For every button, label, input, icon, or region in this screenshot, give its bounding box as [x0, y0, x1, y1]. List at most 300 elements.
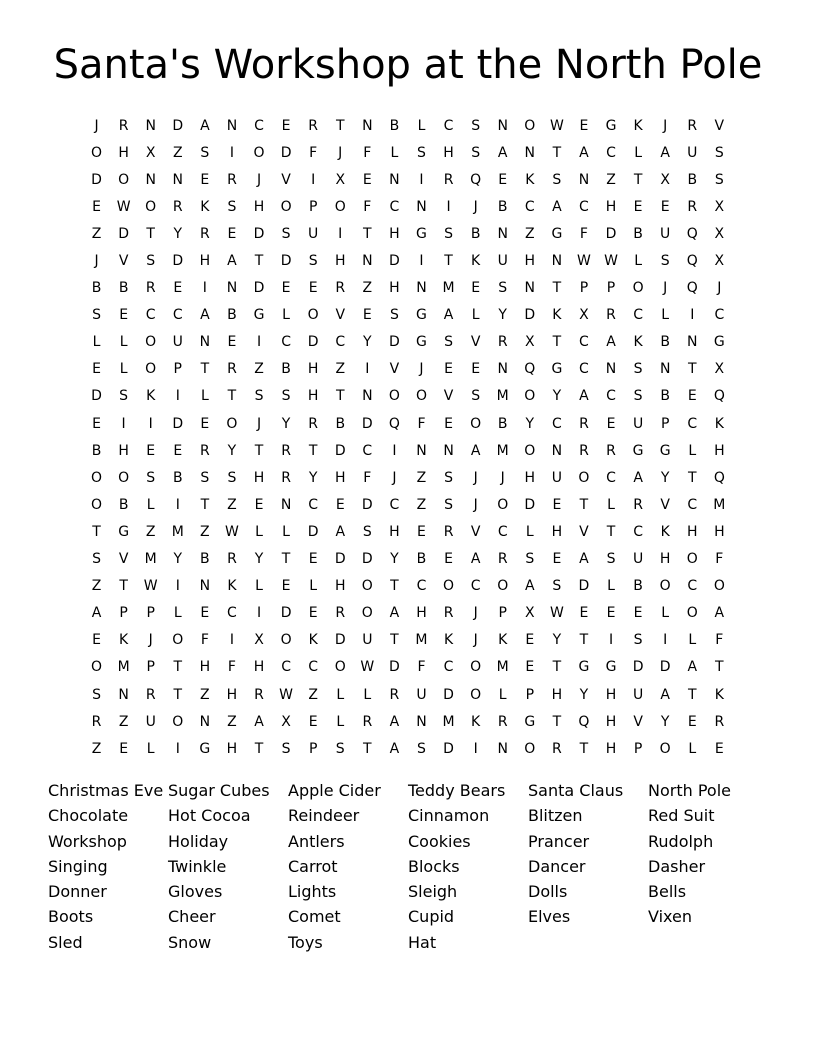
grid-cell: O	[118, 171, 130, 188]
grid-cell: H	[226, 686, 238, 703]
grid-cell: F	[363, 469, 372, 486]
grid-cell: C	[172, 307, 183, 324]
word-list-item: Holiday	[168, 831, 229, 851]
grid-cell: P	[119, 605, 128, 622]
grid-cell: D	[118, 225, 129, 242]
grid-cell: L	[471, 307, 480, 324]
grid-cell: G	[551, 225, 563, 242]
grid-cell: O	[659, 740, 671, 757]
grid-cell: C	[308, 496, 319, 513]
grid-cell: S	[417, 740, 426, 757]
grid-cell: H	[389, 523, 400, 540]
grid-cell: Y	[308, 469, 318, 486]
grid-cell: O	[91, 659, 103, 676]
grid-cell: L	[309, 578, 318, 595]
grid-cell: L	[282, 307, 290, 324]
grid-cell: D	[307, 334, 319, 351]
grid-cell: E	[227, 225, 237, 242]
grid-cell: W	[577, 253, 591, 270]
grid-cell: V	[443, 388, 454, 405]
grid-cell: V	[579, 523, 589, 540]
grid-cell: E	[308, 280, 318, 297]
word-list-item: Sleigh	[408, 882, 458, 902]
grid-cell: G	[605, 659, 617, 676]
grid-cell: V	[281, 171, 291, 188]
page-title: Santa's Workshop at the North Pole	[53, 42, 763, 88]
grid-cell: L	[688, 632, 697, 649]
grid-cell: K	[119, 632, 129, 649]
grid-cell: A	[606, 334, 616, 351]
grid-cell: E	[92, 198, 101, 215]
grid-cell: L	[146, 496, 155, 513]
word-list-item: Chocolate	[48, 806, 129, 826]
grid-row	[83, 302, 733, 329]
grid-cell: S	[362, 523, 372, 540]
grid-cell: T	[687, 686, 697, 703]
word-list	[48, 778, 768, 955]
grid-cell: C	[633, 523, 643, 540]
grid-cell: R	[714, 713, 725, 730]
grid-cell: Z	[524, 225, 535, 242]
grid-cell: D	[361, 496, 373, 513]
grid-cell: E	[498, 171, 508, 188]
grid-row	[83, 735, 733, 762]
grid-cell: E	[444, 551, 453, 568]
grid-cell: N	[362, 117, 373, 134]
grid-cell: Z	[172, 144, 183, 161]
grid-cell: N	[687, 334, 698, 351]
grid-cell: F	[417, 659, 426, 676]
grid-cell: U	[632, 551, 644, 568]
grid-cell: J	[473, 632, 478, 649]
grid-cell: E	[173, 280, 183, 297]
grid-cell: U	[660, 225, 671, 242]
grid-cell: F	[200, 632, 209, 649]
grid-cell: R	[362, 713, 373, 730]
grid-cell: E	[173, 442, 183, 459]
grid-cell: D	[280, 144, 292, 161]
grid-cell: Q	[686, 225, 698, 242]
grid-cell: L	[607, 496, 615, 513]
grid-cell: O	[470, 686, 482, 703]
grid-cell: B	[633, 578, 643, 595]
grid-cell: O	[443, 578, 455, 595]
grid-cell: L	[92, 334, 101, 351]
grid-cell: I	[338, 225, 343, 242]
word-column	[408, 778, 528, 955]
grid-cell: D	[443, 686, 454, 703]
grid-cell: C	[416, 578, 427, 595]
word-list-item: Comet	[288, 907, 341, 927]
grid-cell: A	[91, 605, 102, 622]
grid-cell: Y	[281, 415, 291, 432]
grid-cell: B	[633, 225, 643, 242]
grid-cell: I	[256, 334, 262, 351]
grid-cell: S	[606, 551, 616, 568]
grid-cell: R	[443, 171, 454, 188]
grid-cell: H	[551, 523, 563, 540]
grid-cell: S	[633, 632, 643, 649]
grid-cell: I	[392, 442, 397, 459]
grid-cell: N	[199, 334, 211, 351]
grid-cell: U	[172, 334, 183, 351]
grid-cell: Z	[91, 225, 102, 242]
grid-cell: H	[118, 442, 129, 459]
grid-cell: Y	[390, 551, 399, 568]
grid-cell: N	[497, 361, 508, 378]
grid-cell: W	[360, 659, 375, 676]
grid-cell: R	[443, 523, 454, 540]
grid-cell: N	[497, 225, 508, 242]
grid-cell: R	[308, 117, 319, 134]
letter-grid	[83, 112, 733, 762]
grid-cell: J	[338, 144, 343, 161]
grid-cell: E	[687, 713, 697, 730]
grid-cell: H	[443, 144, 454, 161]
grid-cell: D	[605, 225, 617, 242]
grid-cell: A	[525, 578, 535, 595]
grid-cell: J	[473, 198, 478, 215]
grid-cell: E	[308, 605, 318, 622]
word-list-item: Dolls	[528, 882, 568, 902]
grid-cell: C	[470, 578, 481, 595]
grid-cell: R	[199, 225, 210, 242]
grid-cell: D	[659, 659, 671, 676]
grid-cell: X	[524, 334, 535, 351]
grid-cell: C	[308, 659, 319, 676]
grid-cell: H	[118, 144, 129, 161]
grid-cell: O	[118, 469, 130, 486]
grid-cell: M	[496, 442, 509, 459]
grid-cell: H	[605, 686, 617, 703]
grid-cell: O	[91, 496, 103, 513]
grid-cell: R	[497, 334, 508, 351]
grid-cell: N	[497, 740, 508, 757]
grid-cell: L	[661, 307, 670, 324]
grid-cell: A	[687, 659, 698, 676]
grid-cell: X	[524, 605, 535, 622]
grid-cell: E	[525, 632, 535, 649]
grid-cell: A	[200, 307, 210, 324]
word-list-item: Cookies	[408, 831, 471, 851]
grid-cell: M	[713, 496, 726, 513]
grid-cell: I	[608, 632, 614, 649]
grid-cell: R	[199, 442, 210, 459]
grid-cell: L	[282, 523, 290, 540]
grid-cell: Z	[145, 523, 156, 540]
grid-cell: H	[416, 605, 427, 622]
grid-cell: S	[92, 686, 101, 703]
grid-cell: K	[498, 632, 508, 649]
grid-cell: E	[308, 551, 318, 568]
grid-cell: E	[525, 659, 535, 676]
word-list-item: Dasher	[648, 856, 706, 876]
grid-cell: N	[362, 253, 373, 270]
grid-cell: W	[604, 253, 618, 270]
grid-cell: E	[308, 713, 318, 730]
grid-cell: L	[119, 334, 128, 351]
grid-cell: A	[552, 198, 562, 215]
grid-cell: B	[281, 361, 291, 378]
grid-cell: K	[660, 523, 670, 540]
grid-cell: O	[524, 388, 536, 405]
grid-cell: E	[444, 361, 453, 378]
word-list-item: Blitzen	[528, 806, 583, 826]
grid-cell: K	[471, 713, 481, 730]
grid-cell: J	[663, 280, 668, 297]
grid-cell: O	[280, 632, 292, 649]
grid-cell: Q	[686, 253, 698, 270]
grid-cell: O	[578, 469, 590, 486]
grid-cell: C	[579, 198, 589, 215]
grid-cell: R	[281, 442, 291, 459]
grid-cell: H	[334, 469, 346, 486]
grid-cell: N	[199, 713, 211, 730]
grid-cell: D	[361, 551, 373, 568]
grid-cell: O	[361, 605, 373, 622]
grid-cell: R	[606, 442, 616, 459]
grid-cell: I	[419, 253, 424, 270]
grid-cell: A	[470, 551, 481, 568]
grid-cell: H	[524, 253, 536, 270]
grid-cell: K	[146, 388, 156, 405]
grid-cell: O	[334, 659, 346, 676]
grid-cell: B	[91, 280, 102, 297]
grid-cell: H	[524, 469, 536, 486]
grid-cell: S	[498, 280, 508, 297]
grid-cell: Z	[200, 686, 210, 703]
grid-cell: F	[309, 144, 318, 161]
grid-cell: E	[362, 307, 372, 324]
grid-cell: S	[389, 307, 399, 324]
grid-row	[83, 139, 733, 166]
grid-cell: T	[92, 523, 101, 540]
grid-cell: C	[579, 361, 589, 378]
grid-cell: E	[281, 117, 291, 134]
word-list-item: Snow	[168, 932, 212, 952]
grid-cell: V	[118, 551, 129, 568]
grid-cell: C	[145, 307, 156, 324]
grid-cell: I	[663, 632, 668, 649]
grid-cell: T	[173, 686, 183, 703]
grid-cell: G	[632, 442, 644, 459]
grid-cell: F	[715, 632, 724, 649]
grid-cell: R	[687, 198, 698, 215]
grid-cell: C	[606, 469, 616, 486]
grid-cell: Q	[470, 171, 482, 188]
grid-cell: H	[714, 523, 725, 540]
grid-cell: R	[497, 551, 508, 568]
grid-cell: L	[146, 740, 155, 757]
grid-cell: V	[470, 334, 481, 351]
grid-cell: A	[254, 713, 264, 730]
grid-cell: M	[171, 523, 184, 540]
grid-cell: I	[121, 415, 126, 432]
word-list-item: Cupid	[408, 907, 455, 927]
grid-cell: E	[714, 740, 724, 757]
grid-cell: X	[660, 171, 670, 188]
grid-cell: O	[632, 280, 644, 297]
grid-cell: A	[389, 740, 400, 757]
grid-cell: M	[496, 659, 509, 676]
grid-row	[83, 410, 733, 437]
grid-cell: W	[143, 578, 158, 595]
grid-row	[83, 627, 733, 654]
grid-cell: I	[202, 280, 207, 297]
grid-cell: Z	[254, 361, 264, 378]
grid-cell: Q	[686, 280, 698, 297]
grid-cell: X	[714, 253, 725, 270]
grid-cell: H	[334, 578, 346, 595]
grid-cell: D	[389, 659, 400, 676]
grid-cell: T	[606, 523, 616, 540]
grid-cell: O	[470, 415, 482, 432]
grid-cell: C	[524, 198, 535, 215]
grid-cell: R	[91, 713, 102, 730]
grid-cell: T	[579, 496, 589, 513]
grid-cell: J	[717, 280, 722, 297]
grid-cell: A	[660, 686, 670, 703]
grid-cell: A	[497, 144, 508, 161]
grid-cell: Q	[388, 415, 400, 432]
grid-cell: O	[280, 198, 292, 215]
grid-cell: B	[227, 307, 237, 324]
grid-cell: K	[525, 171, 535, 188]
grid-cell: S	[281, 388, 291, 405]
grid-cell: S	[552, 578, 562, 595]
grid-cell: C	[227, 605, 237, 622]
grid-cell: P	[146, 659, 155, 676]
grid-cell: K	[714, 686, 724, 703]
grid-cell: S	[146, 469, 156, 486]
grid-cell: O	[415, 388, 427, 405]
grid-cell: J	[392, 469, 397, 486]
word-list-item: Workshop	[48, 831, 127, 851]
grid-cell: O	[361, 578, 373, 595]
grid-cell: S	[444, 334, 453, 351]
grid-cell: Q	[578, 713, 590, 730]
grid-cell: E	[633, 605, 643, 622]
grid-cell: A	[579, 144, 589, 161]
word-list-item: Christmas Eve	[48, 781, 164, 800]
grid-cell: N	[443, 442, 454, 459]
grid-row	[83, 708, 733, 735]
grid-cell: D	[280, 253, 292, 270]
grid-cell: E	[633, 198, 643, 215]
grid-cell: H	[686, 523, 698, 540]
grid-cell: O	[497, 496, 509, 513]
grid-cell: R	[579, 415, 589, 432]
grid-cell: O	[524, 442, 536, 459]
grid-cell: T	[146, 225, 155, 242]
grid-cell: H	[714, 442, 725, 459]
grid-cell: J	[256, 171, 262, 188]
grid-cell: Y	[660, 469, 670, 486]
grid-cell: M	[144, 551, 157, 568]
grid-cell: C	[389, 198, 400, 215]
grid-cell: G	[416, 225, 427, 242]
grid-cell: O	[713, 578, 725, 595]
grid-cell: T	[715, 659, 724, 676]
grid-cell: L	[417, 117, 426, 134]
grid-cell: E	[254, 496, 264, 513]
grid-cell: T	[687, 469, 697, 486]
grid-cell: E	[362, 171, 372, 188]
grid-cell: N	[578, 171, 590, 188]
word-list-item: Toys	[288, 932, 323, 952]
grid-cell: W	[116, 198, 131, 215]
grid-cell: Q	[713, 469, 725, 486]
grid-cell: O	[172, 713, 184, 730]
grid-cell: E	[92, 415, 101, 432]
grid-cell: I	[311, 171, 316, 188]
grid-cell: U	[497, 253, 508, 270]
grid-cell: P	[308, 198, 318, 215]
grid-cell: G	[524, 713, 536, 730]
word-list-item: Gloves	[168, 882, 223, 902]
grid-cell: H	[253, 659, 265, 676]
grid-cell: B	[335, 415, 346, 432]
grid-cell: S	[471, 388, 481, 405]
grid-cell: R	[633, 496, 643, 513]
grid-cell: D	[334, 551, 346, 568]
grid-cell: Y	[498, 307, 507, 324]
grid-cell: O	[388, 388, 400, 405]
grid-cell: Y	[525, 415, 535, 432]
grid-cell: R	[281, 469, 291, 486]
grid-cell: T	[200, 361, 210, 378]
grid-cell: T	[254, 442, 264, 459]
grid-cell: S	[227, 198, 237, 215]
grid-cell: S	[525, 551, 535, 568]
grid-cell: M	[117, 659, 130, 676]
grid-cell: X	[335, 171, 346, 188]
grid-cell: T	[119, 578, 128, 595]
grid-cell: I	[690, 307, 695, 324]
grid-cell: P	[525, 686, 535, 703]
grid-cell: C	[389, 496, 400, 513]
grid-cell: W	[279, 686, 293, 703]
grid-cell: J	[94, 117, 99, 134]
grid-cell: H	[199, 253, 211, 270]
grid-cell: C	[335, 334, 346, 351]
grid-cell: M	[415, 632, 428, 649]
grid-cell: O	[145, 361, 157, 378]
grid-cell: O	[226, 415, 238, 432]
grid-cell: S	[444, 469, 453, 486]
word-list-item: Lights	[288, 882, 337, 902]
grid-cell: N	[280, 496, 292, 513]
grid-cell: L	[200, 388, 209, 405]
grid-row	[83, 329, 733, 356]
grid-cell: N	[497, 117, 508, 134]
grid-cell: B	[416, 551, 427, 568]
grid-cell: R	[118, 117, 129, 134]
grid-cell: Y	[254, 551, 264, 568]
grid-cell: T	[552, 280, 562, 297]
grid-cell: K	[471, 253, 481, 270]
grid-cell: A	[227, 253, 237, 270]
word-list-item: Antlers	[288, 831, 345, 851]
grid-cell: Z	[308, 686, 318, 703]
grid-cell: U	[145, 713, 156, 730]
grid-cell: O	[659, 578, 671, 595]
grid-cell: D	[253, 280, 265, 297]
grid-cell: R	[606, 307, 616, 324]
grid-cell: O	[253, 144, 265, 161]
grid-cell: V	[714, 117, 725, 134]
grid-cell: D	[253, 225, 265, 242]
